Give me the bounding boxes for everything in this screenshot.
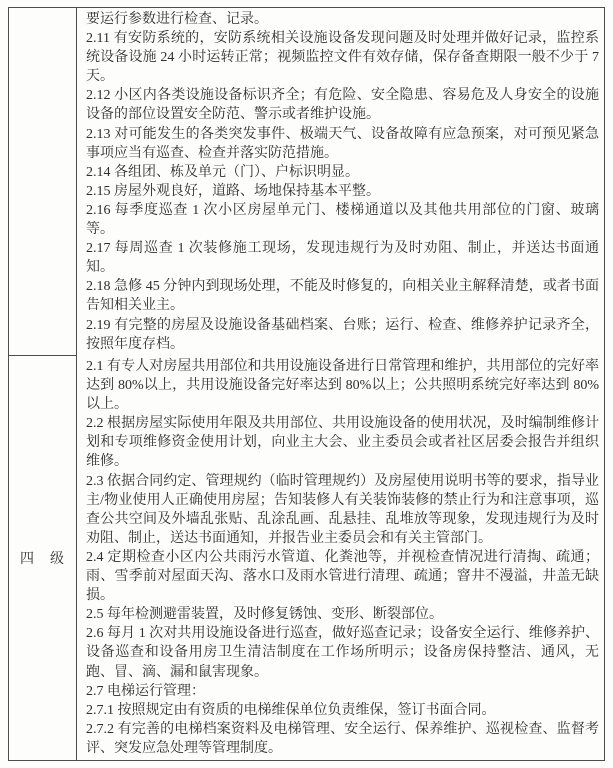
- standard-item: 2.18 急修 45 分钟内到现场处理，不能及时修复的，向相关业主解释清楚，或者书面告知相关业主。: [86, 279, 599, 314]
- standard-item: 要运行参数进行检查、记录。: [86, 12, 268, 27]
- level-cell: [9, 355, 77, 760]
- level-cell: [9, 8, 77, 355]
- standard-item: 2.15 房屋外观良好，道路、场地保持基本平整。: [86, 183, 380, 199]
- standard-item: 2.7.1 按照规定由有资质的电梯维保单位负责维保，签订书面合同。: [86, 702, 496, 718]
- service-standard-table: [8, 7, 605, 761]
- content-cell: [77, 8, 604, 355]
- standard-item: 2.11 有安防系统的，安防系统相关设施设备发现问题及时处理并做好记录，监控系统设备设施 24 小时运转正常；视频监控文件有效存储，保存备查期限一般不少于 7 天。: [86, 31, 599, 85]
- standard-item: 2.19 有完整的房屋及设施设备基础档案、台账；运行、检查、维修养护记录齐全，按照年度存档。: [86, 317, 599, 352]
- standard-item: 2.13 对可能发生的各类突发事件、极端天气、设备故障有应急预案，对可预见紧急事项应当有巡查、检查并落实防范措施。: [86, 126, 599, 161]
- standard-item: 2.12 小区内各类设施设备标识齐全；有危险、安全隐患、容易危及人身安全的设施设备的部位设置安全防范、警示或者维护设施。: [86, 88, 599, 123]
- content-cell: [77, 355, 604, 760]
- standard-item: 2.4 定期检查小区内公共雨污水管道、化粪池等，并视检查情况进行清掏、疏通；雨、雪季前对屋面天沟、落水口及雨水管进行清理、疏通；窨井不漫溢，井盖无缺损。: [86, 549, 599, 604]
- standard-item: 2.14 各组团、栋及单元（门）、户标识明显。: [86, 164, 359, 180]
- standard-item: 2.3 依据合同约定、管理规约（临时管理规约）及房屋使用说明书等的要求，指导业主/物业使用人正确使用房屋；告知装修人有关装饰装修的禁止行为和注意事项，巡查公共空间及外墙乱张贴、乱涂乱画、乱悬挂、乱堆放等现象，发现违规行为及时劝阻、制止，送达书面通知，并报告业主委员会和有关主管部门。: [86, 473, 599, 546]
- table-row: [9, 355, 604, 760]
- standard-item: 2.17 每周巡查 1 次装修施工现场，发现违规行为及时劝阻、制止，并送达书面通知。: [86, 241, 599, 276]
- standard-item: 2.7 电梯运行管理：: [86, 683, 205, 699]
- standard-item: 2.5 每年检测避雷装置，及时修复锈蚀、变形、断裂部位。: [86, 607, 443, 623]
- table-row: [9, 8, 604, 355]
- standard-item: 2.2 根据房屋实际使用年限及共用部位、共用设施设备的使用状况，及时编制维修计划和专项维修资金使用计划，向业主大会、业主委员会或者社区居委会报告并组织维修。: [86, 416, 599, 470]
- standard-item: 2.1 有专人对房屋共用部位和共用设施设备进行日常管理和维护，共用部位的完好率达到 80%以上，共用设施设备完好率达到 80%以上；公共照明系统完好率达到 80%以上。: [86, 359, 599, 413]
- standard-item: 2.6 每月 1 次对共用设施设备进行巡查，做好巡查记录；设备安全运行、维修养护、设备巡查和设备用房卫生清洁制度在工作场所明示；设备房保持整洁、通风，无跑、冒、滴、漏和鼠害现象。: [86, 626, 599, 680]
- level-label: 四 级: [20, 552, 65, 567]
- standard-item: 2.16 每季度巡查 1 次小区房屋单元门、楼梯通道以及其他共用部位的门窗、玻璃等。: [86, 202, 599, 238]
- standard-item: 2.7.2 有完善的电梯档案资料及电梯管理、安全运行、保养维护、巡视检查、监督考评、突发应急处理等管理制度。: [86, 721, 599, 756]
